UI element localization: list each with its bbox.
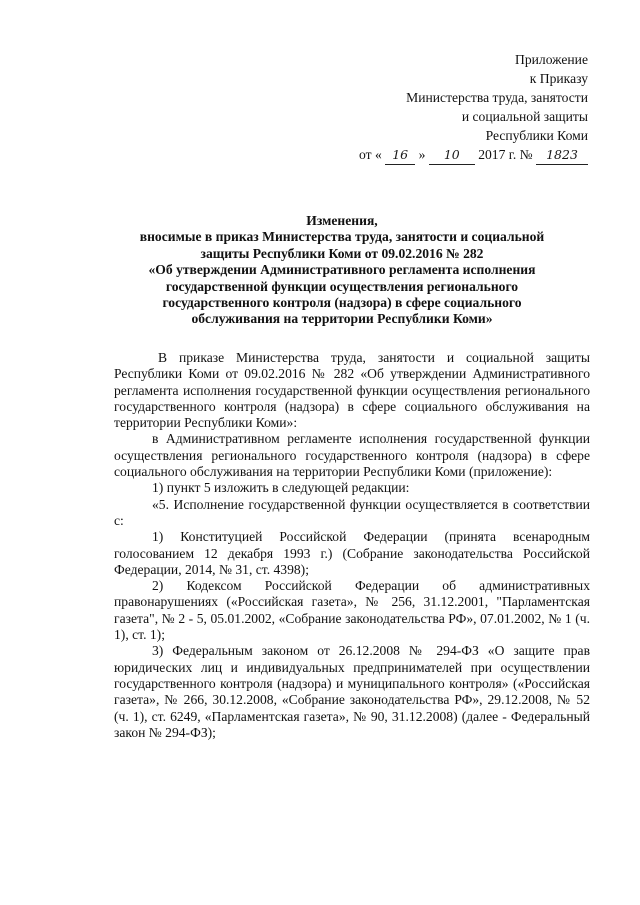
title-line: вносимые в приказ Министерства труда, занятости и социальной (139, 229, 545, 245)
body-paragraph: В приказе Министерства труда, занятости и социальной защиты Республики Коми от 09.02.2016 № 282 «Об утверждении Административного регламента исполнения государственной функции осуществления регионального государственного контроля (надзора) в сфере социального обслуживания на территории Республики Коми»: (114, 350, 590, 431)
body-paragraph: 2) Кодексом Российской Федерации об административных правонарушениях («Российская газета», № 256, 31.12.2001, "Парламентская газета", № 2 - 5, 05.01.2002, «Собрание законодательства РФ», 07.01.2002, № 1 (ч. 1), ст. 1); (114, 578, 590, 643)
handwritten-day: 16 (385, 145, 415, 165)
title-line: государственного контроля (надзора) в сфере социального (162, 295, 522, 311)
document-body (114, 350, 590, 741)
body-paragraph: «5. Исполнение государственной функции осуществляется в соответствии с: (114, 496, 590, 528)
body-paragraph: 3) Федеральным законом от 26.12.2008 № 294-ФЗ «О защите прав юридических лиц и индивидуальных предпринимателей при осуществлении государственного контроля (надзора) и муниципального контроля» («Российская газета», № 266, 30.12.2008, «Собрание законодательства РФ», 29.12.2008, № 52 (ч. 1), ст. 6249, «Парламентская газета», № 90, 31.12.2008) (далее - Федеральный закон № 294-ФЗ); (114, 643, 590, 740)
order-date-line (359, 145, 588, 165)
title-line: защиты Республики Коми от 09.02.2016 № 282 (200, 245, 484, 261)
appendix-header (359, 50, 588, 165)
body-paragraph: 1) Конституцией Российской Федерации (принята всенародным голосованием 12 декабря 1993 г.) (Собрание законодательства Российской Федерации, 2014, № 31, ст. 4398); (114, 529, 590, 577)
body-paragraph: в Административном регламенте исполнения государственной функции осуществления регионального государственного контроля (надзора) в сфере социального обслуживания на территории Республики Коми (приложение): (114, 431, 590, 480)
appendix-line: Министерства труда, занятости (406, 90, 588, 105)
title-line: «Об утверждении Административного регламента исполнения (148, 262, 536, 278)
appendix-line: Приложение (515, 52, 588, 67)
appendix-line: к Приказу (529, 71, 588, 86)
title-line: государственной функции осуществления регионального (165, 278, 519, 294)
title-line: обслуживания на территории Республики Коми» (191, 311, 493, 327)
date-year: 2017 г. № (478, 147, 533, 162)
date-prefix: от « (359, 147, 382, 162)
appendix-line: и социальной защиты (461, 109, 588, 124)
document-title (114, 213, 570, 328)
handwritten-order-number: 1823 (536, 145, 588, 165)
date-mid: » (418, 147, 426, 162)
title-line: Изменения, (306, 213, 378, 228)
appendix-line: Республики Коми (485, 128, 588, 143)
body-paragraph: 1) пункт 5 изложить в следующей редакции: (152, 480, 410, 496)
handwritten-month: 10 (429, 145, 475, 165)
